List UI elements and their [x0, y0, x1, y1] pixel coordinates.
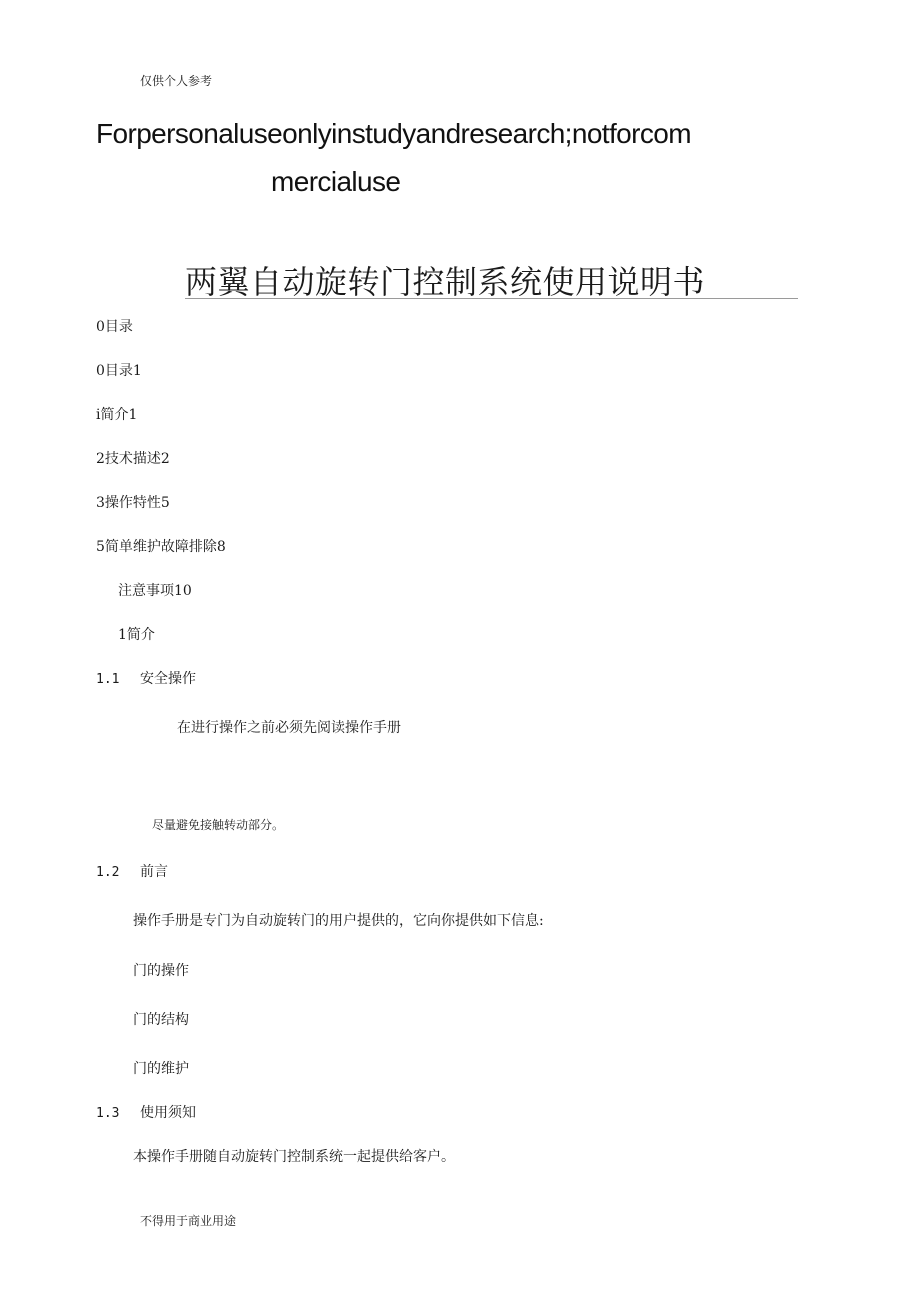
section-paragraph: 尽量避免接触转动部分。 [152, 818, 285, 832]
section-heading [96, 861, 168, 881]
title-underline [185, 298, 798, 299]
header-note: 仅供个人参考 [140, 74, 213, 88]
toc-item: 5简单维护故障排除8 [96, 539, 226, 555]
section-paragraph: 在进行操作之前必须先阅读操作手册 [177, 720, 401, 736]
section-title: 安全操作 [140, 671, 196, 687]
english-notice-line1: Forpersonaluseonlyinstudyandresearch;notforcom [96, 118, 691, 149]
section-paragraph: 门的维护 [133, 1061, 189, 1077]
toc-heading: 0目录 [96, 319, 133, 335]
section-paragraph: 门的结构 [133, 1012, 189, 1028]
section-heading [96, 668, 196, 688]
toc-item: 注意事项10 [118, 583, 192, 599]
section-title: 使用须知 [140, 1105, 196, 1121]
toc-item: 0目录1 [96, 363, 142, 379]
toc-item: 3操作特性5 [96, 495, 170, 511]
section-paragraph: 操作手册是专门为自动旋转门的用户提供的，它向你提供如下信息: [133, 913, 544, 929]
footer-note: 不得用于商业用途 [140, 1214, 237, 1228]
section-heading [96, 1102, 196, 1122]
document-title: 两翼自动旋转门控制系统使用说明书 [185, 263, 706, 301]
toc-item: 2技术描述2 [96, 451, 170, 467]
section-number: 1.2 [96, 865, 120, 880]
section-number: 1.3 [96, 1106, 120, 1121]
section-paragraph: 本操作手册随自动旋转门控制系统一起提供给客户。 [133, 1149, 455, 1165]
section-number: 1.1 [96, 672, 120, 687]
section-paragraph: 门的操作 [133, 963, 189, 979]
english-notice-line2: mercialuse [271, 166, 401, 197]
toc-item: 1简介 [118, 627, 155, 643]
toc-item: i简介1 [96, 407, 138, 423]
section-title: 前言 [140, 864, 168, 880]
